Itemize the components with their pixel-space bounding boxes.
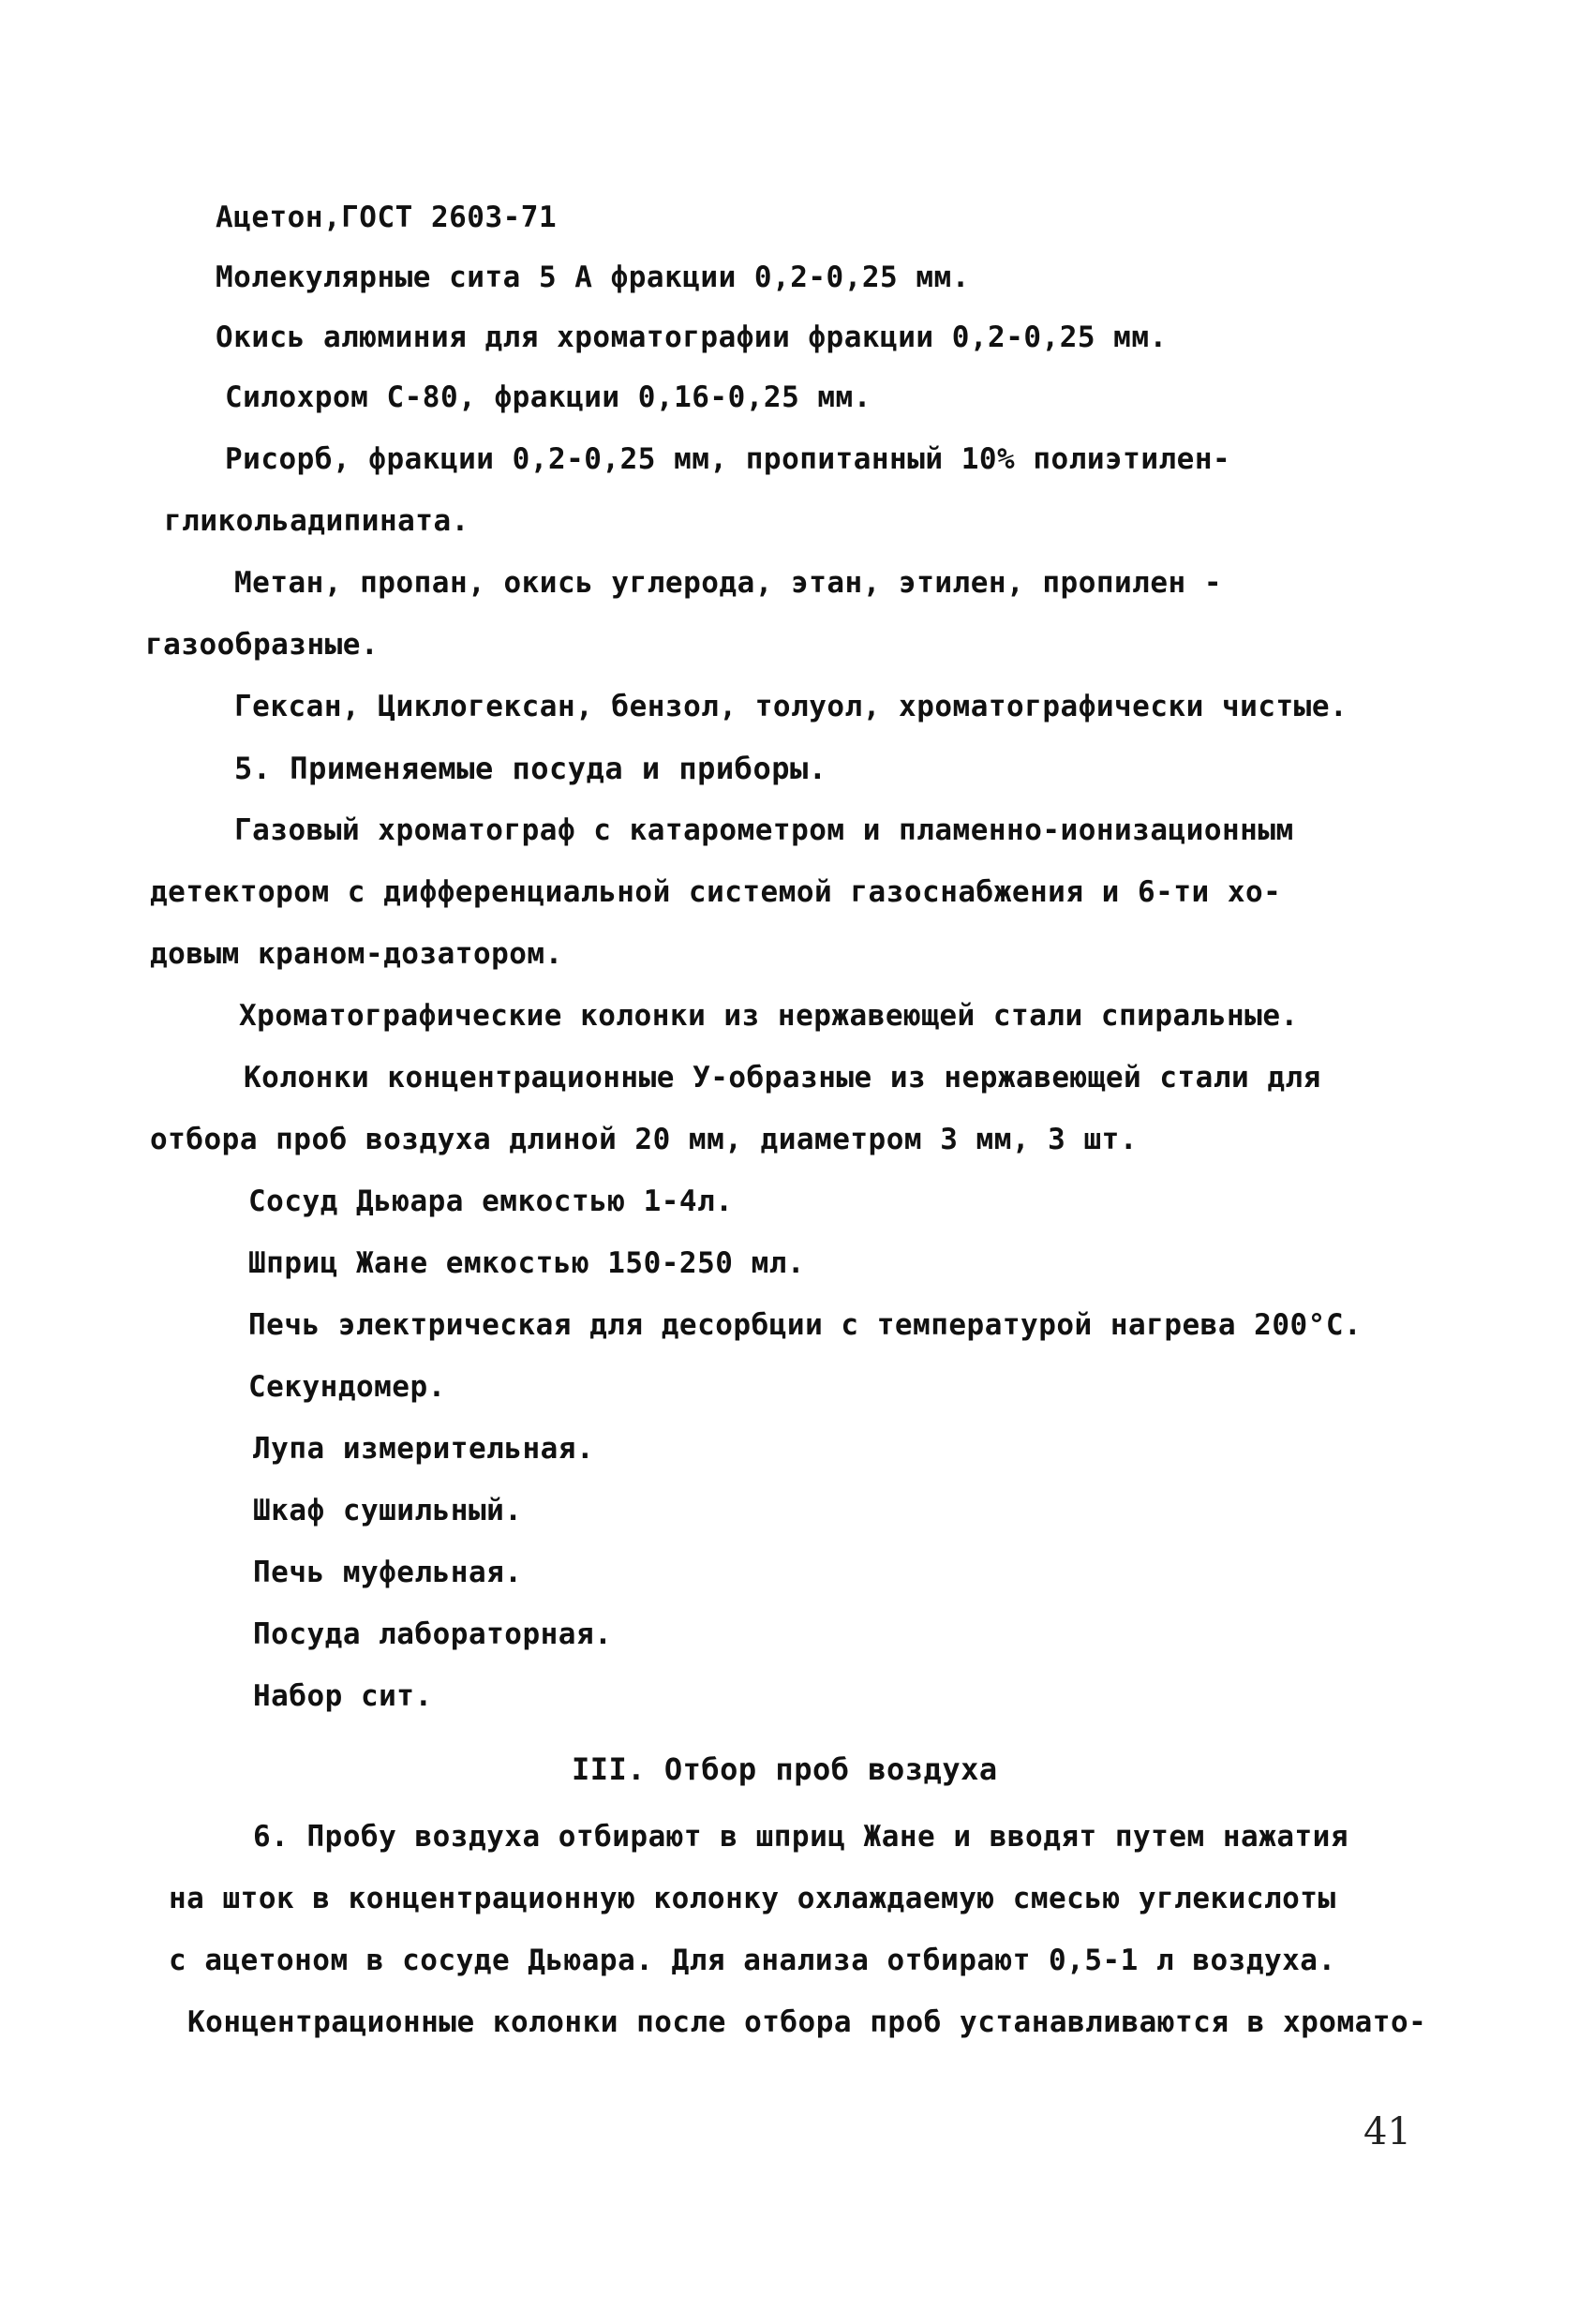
text-line-aluminium-oxide: Окись алюминия для хроматографии фракции 0,2-0,25 мм.	[216, 320, 1168, 354]
text-line-risorb-cont: гликольадипината.	[164, 504, 469, 538]
text-line-chromatograph-cont1: детектором с дифференциальной системой газоснабжения и 6-ти хо-	[150, 875, 1282, 909]
text-line-sampling-1: 6. Пробу воздуха отбирают в шприц Жане и вводят путем нажатия	[253, 1820, 1348, 1854]
text-line-magnifier: Лупа измерительная.	[253, 1432, 595, 1466]
text-line-dewar: Сосуд Дьюара емкостью 1-4л.	[248, 1184, 734, 1218]
text-line-oven-desorption: Печь электрическая для десорбции с температурой нагрева 200°С.	[248, 1308, 1363, 1342]
text-line-sampling-3: с ацетоном в сосуде Дьюара. Для анализа отбирают 0,5-1 л воздуха.	[169, 1944, 1336, 1977]
text-line-columns-concentration: Колонки концентрационные У-образные из нержавеющей стали для	[244, 1061, 1321, 1095]
text-line-molecular-sieves: Молекулярные сита 5 А фракции 0,2-0,25 мм.	[216, 261, 970, 294]
text-line-sampling-2: на шток в концентрационную колонку охлаждаемую смесью углекислоты	[169, 1882, 1336, 1915]
text-line-gases: Метан, пропан, окись углерода, этан, этилен, пропилен -	[234, 566, 1222, 600]
text-line-sieve-set: Набор сит.	[253, 1679, 433, 1713]
text-line-sampling-4: Концентрационные колонки после отбора проб устанавливаются в хромато-	[187, 2005, 1427, 2039]
text-line-lab-glassware: Посуда лабораторная.	[253, 1617, 613, 1651]
text-line-columns-concentration-cont: отбора проб воздуха длиной 20 мм, диаметром 3 мм, 3 шт.	[150, 1123, 1138, 1156]
text-line-solvents: Гексан, Циклогексан, бензол, толуол, хроматографически чистые.	[234, 690, 1348, 723]
page-number: 41	[1363, 2110, 1411, 2153]
section-heading-equipment: 5. Применяемые посуда и приборы.	[234, 751, 827, 786]
text-line-drying-cabinet: Шкаф сушильный.	[253, 1494, 523, 1527]
text-line-gases-cont: газообразные.	[145, 628, 380, 662]
text-line-silochrom: Силохром С-80, фракции 0,16-0,25 мм.	[225, 380, 871, 414]
text-line-columns-spiral: Хроматографические колонки из нержавеющей стали спиральные.	[239, 999, 1299, 1033]
section-heading-air-sampling: III. Отбор проб воздуха	[572, 1751, 998, 1787]
text-line-muffle-furnace: Печь муфельная.	[253, 1556, 523, 1589]
text-line-syringe: Шприц Жане емкостью 150-250 мл.	[248, 1246, 806, 1280]
text-line-risorb: Рисорб, фракции 0,2-0,25 мм, пропитанный 10% полиэтилен-	[225, 442, 1231, 476]
text-line-chromatograph-cont2: довым краном-дозатором.	[150, 937, 563, 971]
text-line-chromatograph: Газовый хроматограф с катарометром и пламенно-ионизационным	[234, 813, 1294, 847]
text-line-reagent-acetone: Ацетон,ГОСТ 2603-71	[216, 201, 558, 234]
text-line-stopwatch: Секундомер.	[248, 1370, 446, 1404]
